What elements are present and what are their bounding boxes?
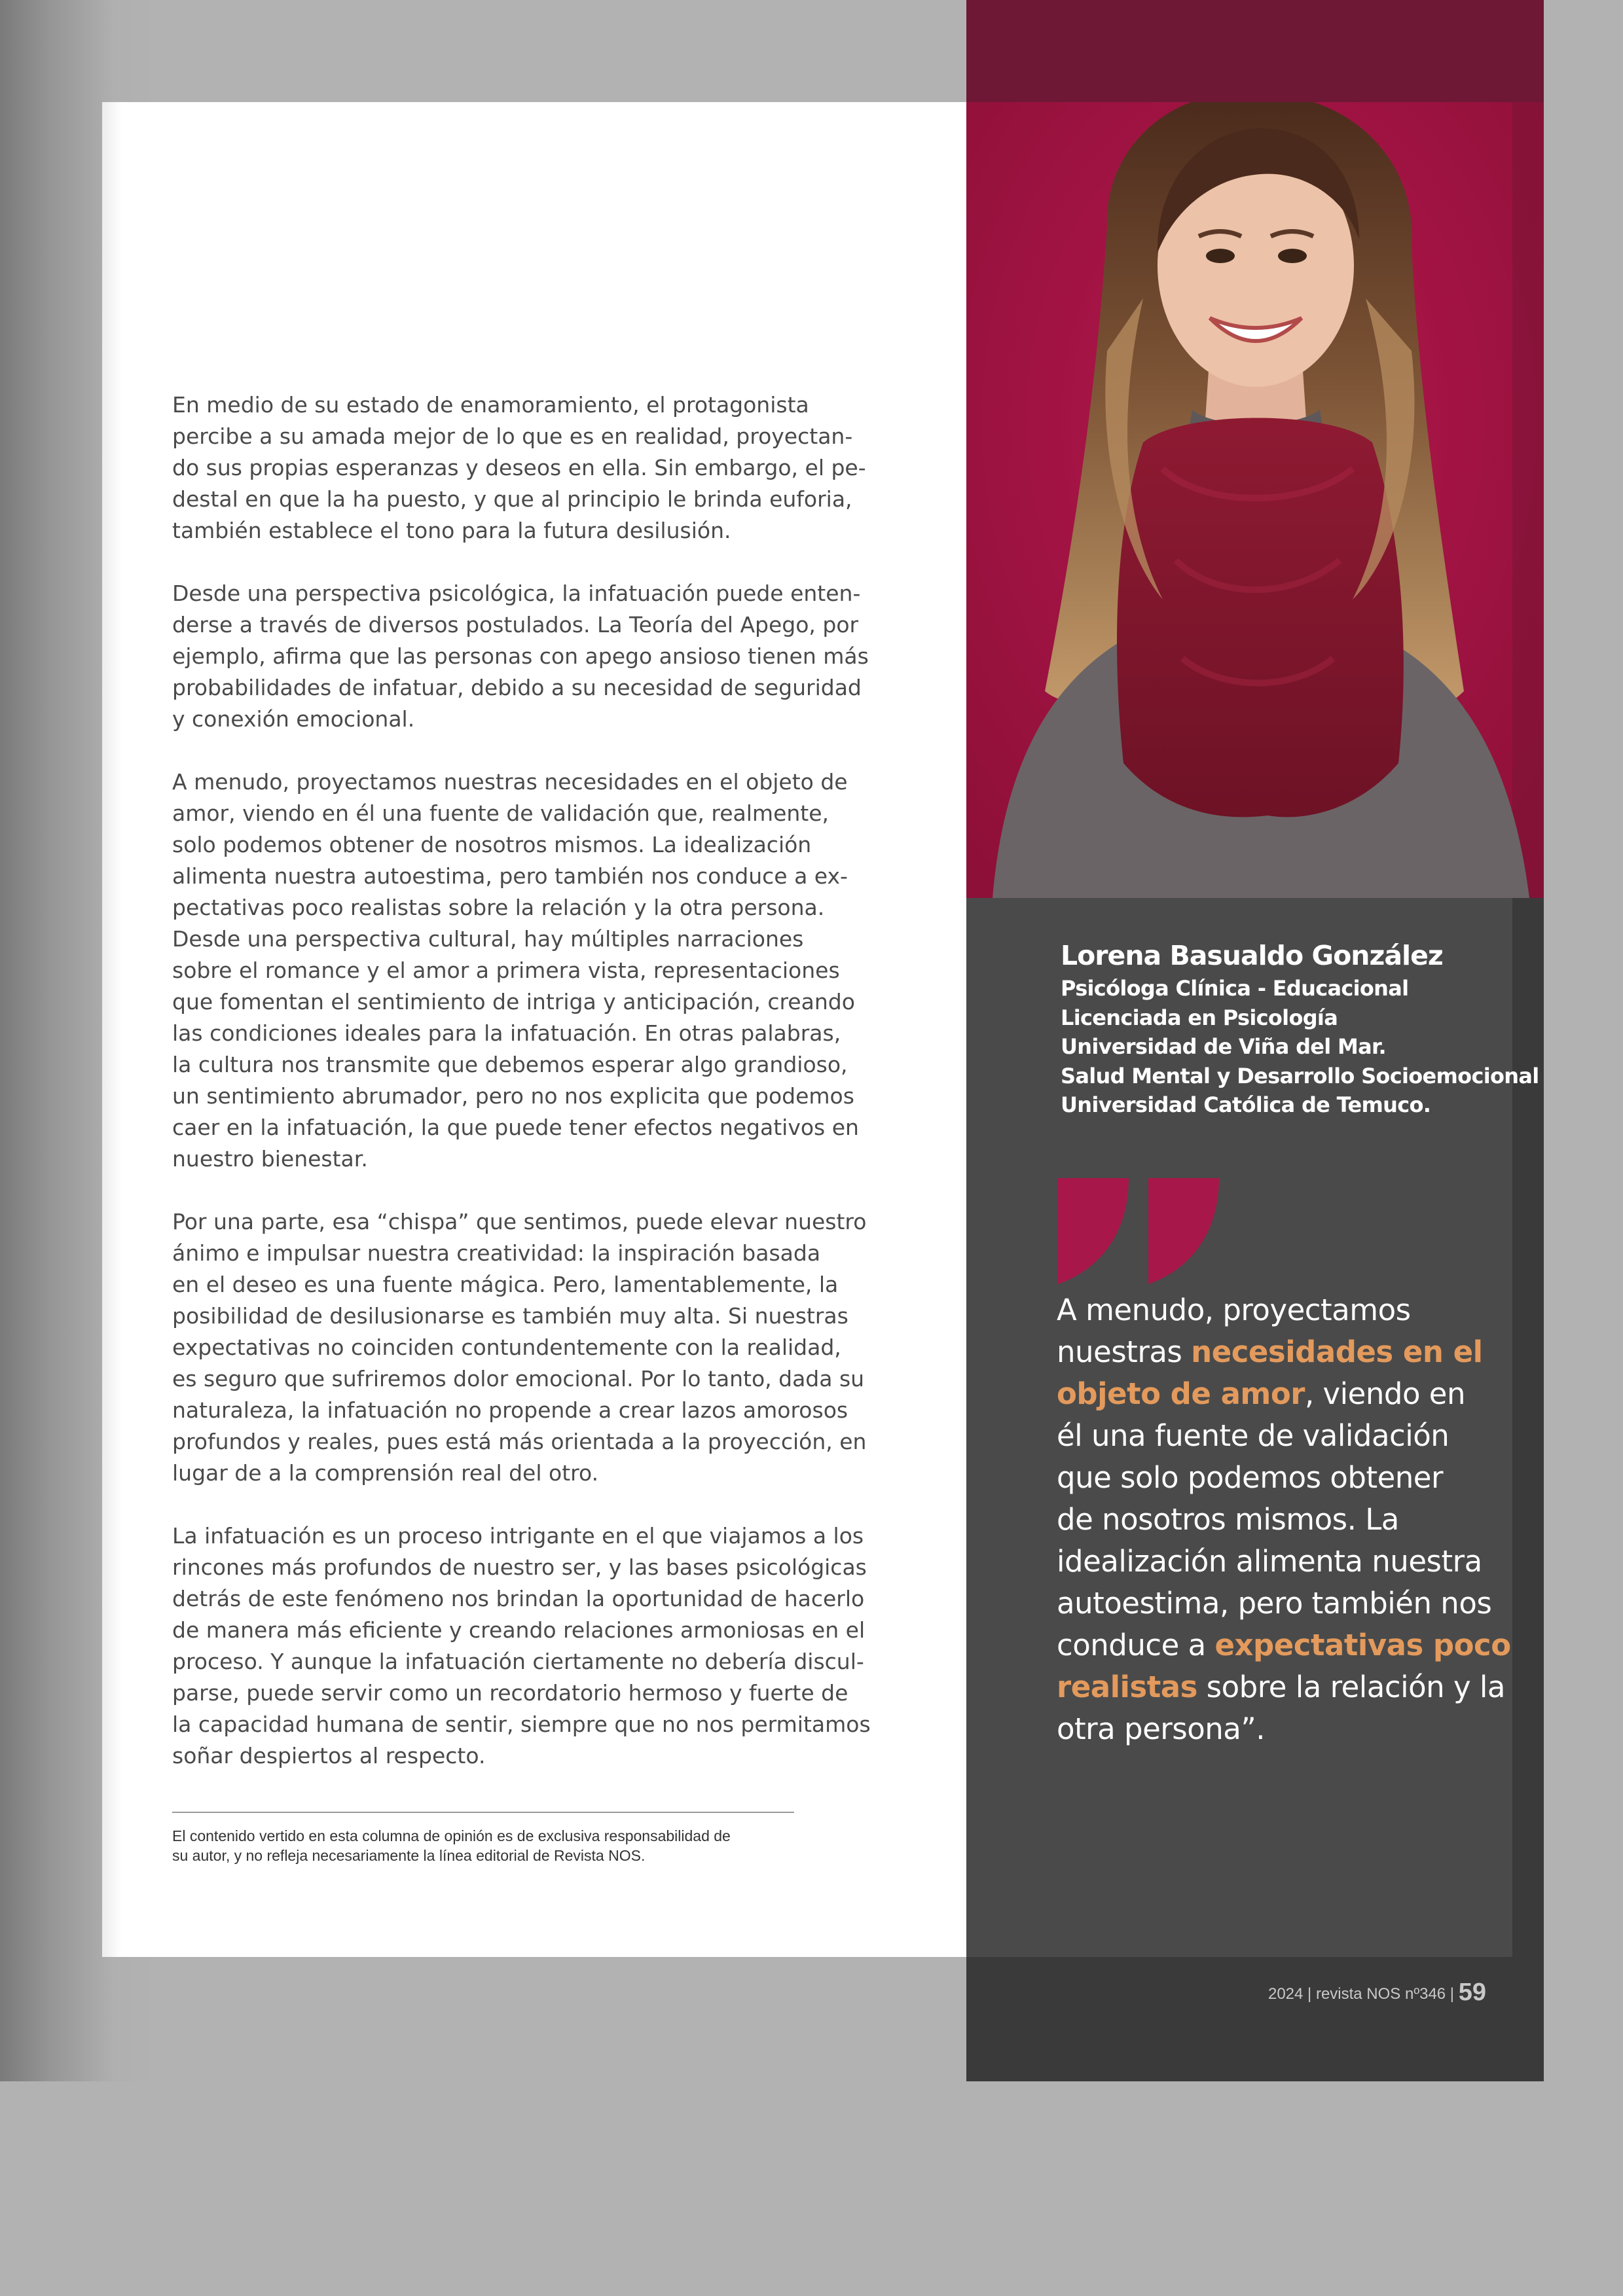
text-line: lugar de a la comprensión real del otro. — [172, 1460, 599, 1486]
text-line: Por una parte, esa “chispa” que sentimos, puede elevar nuestro — [172, 1209, 867, 1234]
quote-text: de nosotros mismos. La — [1057, 1502, 1399, 1537]
article-paragraph-5 — [172, 1520, 871, 1772]
quote-text: otra persona”. — [1057, 1712, 1265, 1746]
article-body — [172, 389, 871, 1803]
text-line: expectativas no coinciden contundentemente con la realidad, — [172, 1335, 841, 1360]
pull-quote-line — [1057, 1457, 1528, 1499]
quote-text: que solo podemos obtener — [1057, 1460, 1443, 1495]
text-line: pectativas poco realistas sobre la relación y la otra persona. — [172, 895, 825, 920]
quote-text: , viendo en — [1304, 1376, 1465, 1411]
text-line: ánimo e impulsar nuestra creatividad: la inspiración basada — [172, 1240, 821, 1266]
text-line: que fomentan el sentimiento de intriga y anticipación, creando — [172, 989, 855, 1014]
text-line: A menudo, proyectamos nuestras necesidades en el objeto de — [172, 769, 848, 795]
pull-quote-line — [1057, 1708, 1528, 1750]
page-number: 59 — [1458, 1979, 1486, 2006]
quote-text: autoestima, pero también nos — [1057, 1586, 1492, 1621]
author-credentials — [1061, 937, 1539, 1120]
text-line: amor, viendo en él una fuente de validación que, realmente, — [172, 800, 830, 826]
text-line: En medio de su estado de enamoramiento, el protagonista — [172, 392, 809, 418]
right-panel-top-band — [966, 0, 1544, 102]
text-line: ejemplo, afirma que las personas con apego ansioso tienen más — [172, 643, 869, 669]
text-line: proceso. Y aunque la infatuación ciertamente no debería discul- — [172, 1649, 864, 1674]
text-line: derse a través de diversos postulados. La Teoría del Apego, por — [172, 612, 859, 637]
text-line: solo podemos obtener de nosotros mismos. La idealización — [172, 832, 812, 857]
text-line: probabilidades de infatuar, debido a su necesidad de seguridad — [172, 675, 862, 700]
article-paragraph-4 — [172, 1206, 867, 1489]
page-footer — [1211, 1978, 1486, 2009]
text-line: también establece el tono para la futura desilusión. — [172, 518, 731, 543]
text-line: en el deseo es una fuente mágica. Pero, lamentablemente, la — [172, 1272, 839, 1297]
author-portrait-photo — [966, 102, 1544, 898]
disclaimer-line: El contenido vertido en esta columna de opinión es de exclusiva responsabilidad de — [172, 1827, 731, 1844]
highlighted-phrase: expectativas poco — [1214, 1628, 1511, 1662]
quote-text: sobre la relación y la — [1197, 1670, 1505, 1704]
article-paragraph-1 — [172, 389, 866, 547]
text-line: la capacidad humana de sentir, siempre que no nos permitamos — [172, 1712, 871, 1737]
text-line: rincones más profundos de nuestro ser, y las bases psicológicas — [172, 1554, 867, 1580]
text-line: detrás de este fenómeno nos brindan la oportunidad de hacerlo — [172, 1586, 865, 1611]
pull-quote-line — [1057, 1624, 1528, 1666]
text-line: posibilidad de desilusionarse es también muy alta. Si nuestras — [172, 1303, 848, 1329]
editorial-disclaimer — [172, 1826, 827, 1865]
text-line: do sus propias esperanzas y deseos en ella. Sin embargo, el pe- — [172, 455, 866, 480]
text-line: soñar despiertos al respecto. — [172, 1743, 486, 1768]
disclaimer-line: su autor, y no refleja necesariamente la línea editorial de Revista NOS. — [172, 1847, 646, 1864]
text-line: Desde una perspectiva cultural, hay múltiples narraciones — [172, 926, 804, 952]
pull-quote-line — [1057, 1541, 1528, 1583]
quote-text: él una fuente de validación — [1057, 1418, 1450, 1453]
article-paragraph-3 — [172, 766, 859, 1175]
issue-label: 2024 | revista NOS nº346 | — [1267, 1985, 1455, 2003]
article-paragraph-2 — [172, 578, 869, 735]
pull-quote-line — [1057, 1666, 1528, 1708]
pull-quote-line — [1057, 1583, 1528, 1624]
quote-text: A menudo, proyectamos — [1057, 1293, 1411, 1327]
text-line: es seguro que sufriremos dolor emocional. Por lo tanto, dada su — [172, 1366, 865, 1391]
text-line: nuestro bienestar. — [172, 1146, 368, 1172]
footnote-divider — [172, 1812, 794, 1813]
pull-quote-line — [1057, 1289, 1528, 1331]
author-name: Lorena Basualdo González — [1061, 940, 1443, 971]
text-line: naturaleza, la infatuación no propende a crear lazos amorosos — [172, 1397, 848, 1423]
text-line: las condiciones ideales para la infatuación. En otras palabras, — [172, 1020, 841, 1046]
author-credential-line: Psicóloga Clínica - Educacional — [1061, 976, 1409, 1001]
text-line: percibe a su amada mejor de lo que es en realidad, proyectan- — [172, 423, 853, 449]
text-line: alimenta nuestra autoestima, pero también nos conduce a ex- — [172, 863, 848, 889]
highlighted-phrase: realistas — [1057, 1670, 1197, 1704]
pull-quote-line — [1057, 1331, 1528, 1373]
quote-text: conduce a — [1057, 1628, 1215, 1662]
author-credential-line: Licenciada en Psicología — [1061, 1005, 1338, 1030]
text-line: y conexión emocional. — [172, 706, 415, 732]
text-line: La infatuación es un proceso intrigante en el que viajamos a los — [172, 1523, 864, 1549]
text-line: parse, puede servir como un recordatorio hermoso y fuerte de — [172, 1680, 848, 1706]
quote-text: nuestras — [1057, 1335, 1192, 1369]
pull-quote — [1057, 1289, 1528, 1750]
quote-text: idealización alimenta nuestra — [1057, 1544, 1482, 1579]
highlighted-phrase: necesidades en el — [1191, 1335, 1483, 1369]
text-line: de manera más eficiente y creando relaciones armoniosas en el — [172, 1617, 866, 1643]
author-credential-line: Universidad Católica de Temuco. — [1061, 1092, 1431, 1117]
text-line: caer en la infatuación, la que puede tener efectos negativos en — [172, 1115, 859, 1140]
pull-quote-line — [1057, 1373, 1528, 1415]
quote-mark-icon — [1058, 1178, 1219, 1287]
highlighted-phrase: objeto de amor — [1057, 1376, 1305, 1411]
pull-quote-line — [1057, 1415, 1528, 1457]
pull-quote-line — [1057, 1499, 1528, 1541]
text-line: sobre el romance y el amor a primera vista, representaciones — [172, 958, 840, 983]
author-credential-line: Salud Mental y Desarrollo Socioemocional — [1061, 1063, 1539, 1088]
text-line: destal en que la ha puesto, y que al principio le brinda euforia, — [172, 486, 852, 512]
text-line: un sentimiento abrumador, pero no nos explicita que podemos — [172, 1083, 854, 1109]
text-line: profundos y reales, pues está más orientada a la proyección, en — [172, 1429, 867, 1454]
text-line: Desde una perspectiva psicológica, la infatuación puede enten- — [172, 581, 861, 606]
author-credential-line: Universidad de Viña del Mar. — [1061, 1034, 1387, 1059]
text-line: la cultura nos transmite que debemos esperar algo grandioso, — [172, 1052, 848, 1077]
